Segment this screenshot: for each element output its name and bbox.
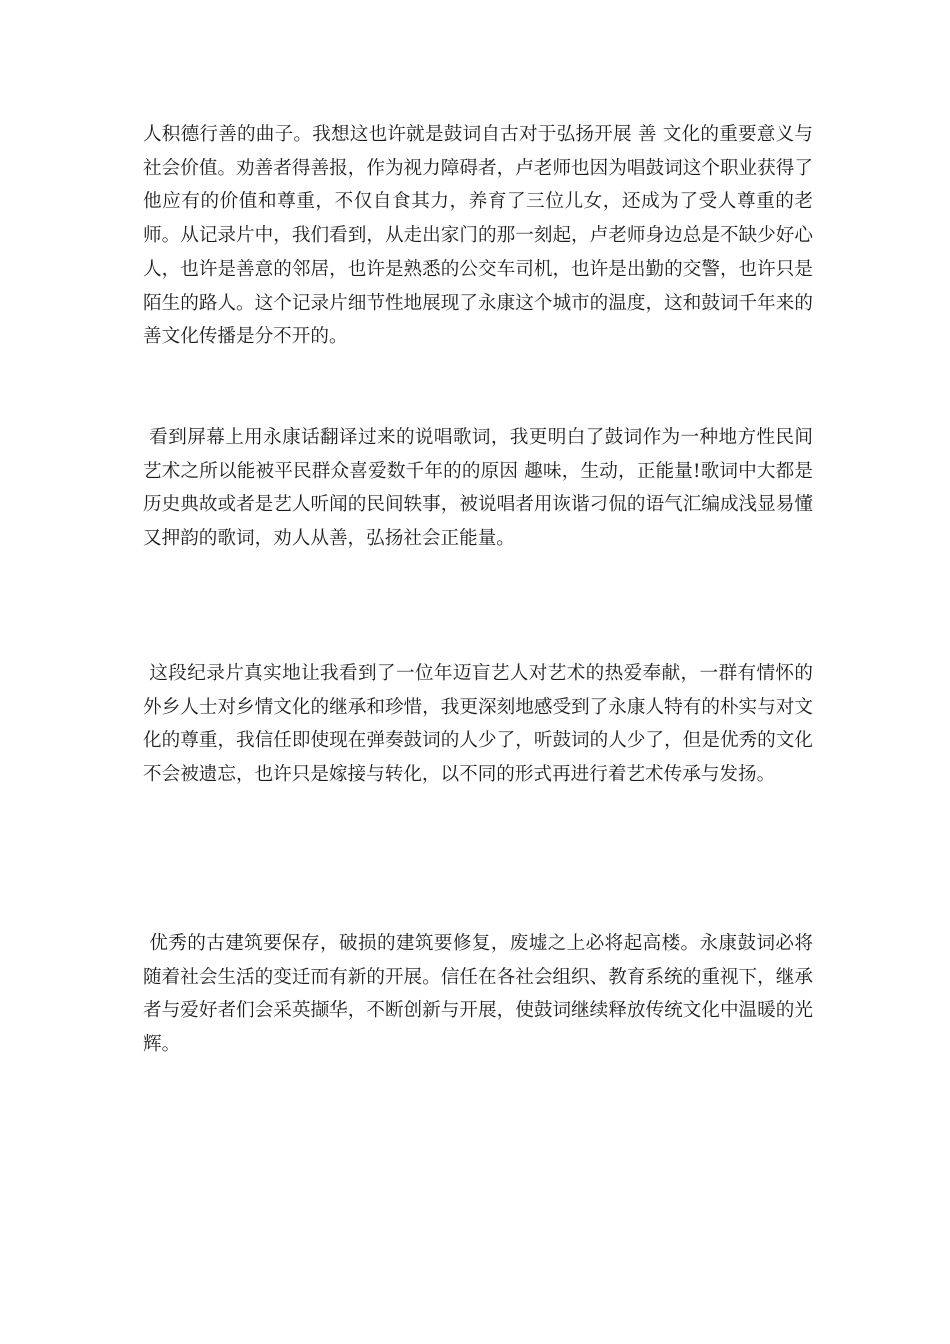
paragraph-2: 看到屏幕上用永康话翻译过来的说唱歌词，我更明白了鼓词作为一种地方性民间艺术之所以能被平民群众喜爱数千年的的原因 趣味，生动，正能量!歌词中大都是历史典故或者是艺人听闻的民间轶事，被说唱者用诙谐刁侃的语气汇编成浅显易懂又押韵的歌词，劝人从善，弘扬社会正能量。 xyxy=(143,427,813,550)
paragraph-3: 这段纪录片真实地让我看到了一位年迈盲艺人对艺术的热爱奉献，一群有情怀的外乡人士对乡情文化的继承和珍惜，我更深刻地感受到了永康人特有的朴实与对文化的尊重，我信任即使现在弹奏鼓词的人少了，听鼓词的人少了，但是优秀的文化不会被遗忘，也许只是嫁接与转化，以不同的形式再进行着艺术传承与发扬。 xyxy=(143,663,813,786)
paragraph-1: 人积德行善的曲子。我想这也许就是鼓词自古对于弘扬开展 善 文化的重要意义与社会价值。劝善者得善报，作为视力障碍者，卢老师也因为唱鼓词这个职业获得了他应有的价值和尊重，不仅自食其力，养育了三位儿女，还成为了受人尊重的老师。从记录片中，我们看到，从走出家门的那一刻起，卢老师身边总是不缺少好心人，也许是善意的邻居，也许是熟悉的公交车司机，也许是出勤的交警，也许只是陌生的路人。这个记录片细节性地展现了永康这个城市的温度，这和鼓词千年来的善文化传播是分不开的。 xyxy=(143,124,813,348)
paragraph-4: 优秀的古建筑要保存，破损的建筑要修复，废墟之上必将起高楼。永康鼓词必将随着社会生活的变迁而有新的开展。信任在各社会组织、教育系统的重视下，继承者与爱好者们会采英撷华，不断创新与开展，使鼓词继续释放传统文化中温暖的光辉。 xyxy=(143,933,813,1056)
